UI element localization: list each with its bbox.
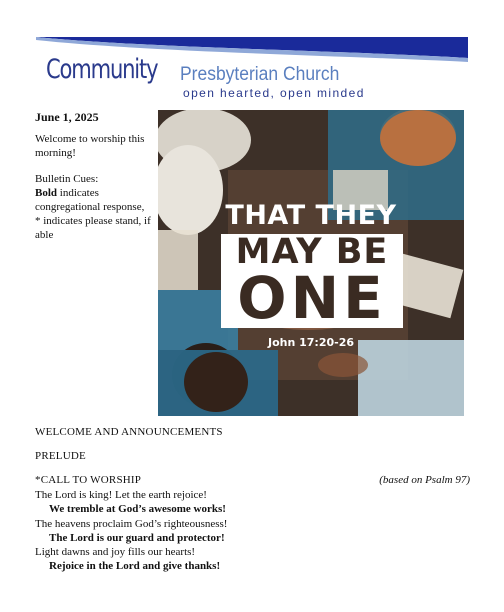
call-to-worship-source: (based on Psalm 97) [379, 474, 470, 486]
cues-star-note: * indicates please stand, if able [35, 215, 151, 241]
scripture-reference: John 17:20-26 [267, 336, 355, 349]
sermon-graphic [158, 110, 464, 416]
cues-bold-rest: indicates congregational response, [35, 187, 145, 213]
hero-line-may-be: MAY BE [235, 232, 389, 272]
cues-bold-word: Bold [35, 187, 58, 199]
heading-welcome-announcements: WELCOME AND ANNOUNCEMENTS [35, 426, 223, 438]
call-to-worship-litany [35, 488, 475, 574]
logo-community-text: Community [46, 54, 158, 85]
cues-title: Bulletin Cues: [35, 173, 99, 185]
service-date: June 1, 2025 [35, 110, 99, 124]
cues-bold-note [35, 186, 153, 214]
litany-people-response: The Lord is our guard and protector! [49, 531, 225, 544]
bulletin-cues [35, 172, 153, 242]
heading-prelude: PRELUDE [35, 450, 86, 462]
litany-people-response: We tremble at God’s awesome works! [49, 503, 226, 516]
welcome-text: Welcome to worship this morning! [35, 133, 145, 159]
hero-line-that-they: THAT THEY [225, 200, 397, 231]
logo-tagline: open hearted, open minded [183, 86, 365, 100]
litany-people-response: Rejoice in the Lord and give thanks! [49, 560, 221, 573]
litany-leader-line: Light dawns and joy fills our hearts! [35, 546, 196, 559]
logo-church-text: Presbyterian Church [180, 64, 340, 85]
litany-leader-line: The Lord is king! Let the earth rejoice! [35, 489, 207, 501]
litany-leader-line: The heavens proclaim God’s righteousness! [35, 517, 228, 530]
hero-line-one: ONE [237, 264, 387, 332]
heading-call-to-worship: *CALL TO WORSHIP [35, 474, 142, 486]
